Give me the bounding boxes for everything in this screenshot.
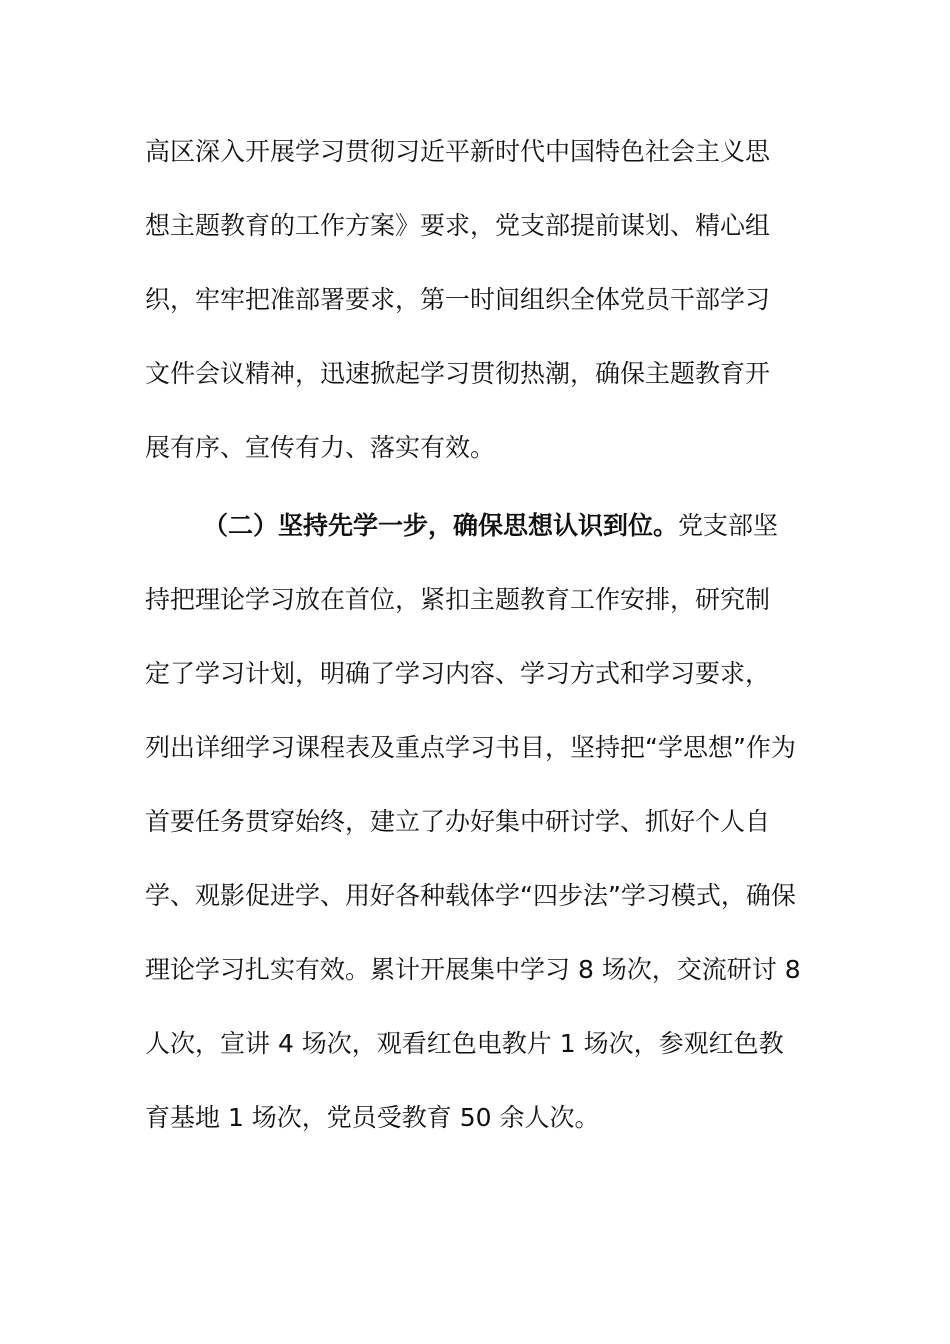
paragraph-2-line: 人次，宣讲 4 场次，观看红色电教片 1 场次，参观红色教 bbox=[145, 1029, 784, 1058]
paragraph-1-line: 文件会议精神，迅速掀起学习贯彻热潮，确保主题教育开 bbox=[145, 359, 771, 388]
paragraph-2-line: 理论学习扎实有效。累计开展集中学习 8 场次，交流研讨 8 bbox=[145, 955, 801, 984]
paragraph-2-line: 育基地 1 场次，党员受教育 50 余人次。 bbox=[145, 1103, 600, 1132]
paragraph-2-first-line-text: 党支部坚 bbox=[678, 511, 779, 540]
paragraph-1-line: 想主题教育的工作方案》要求，党支部提前谋划、精心组 bbox=[145, 211, 771, 240]
paragraph-2-line: 持把理论学习放在首位，紧扣主题教育工作安排，研究制 bbox=[145, 585, 771, 614]
paragraph-2-line: 定了学习计划，明确了学习内容、学习方式和学习要求， bbox=[145, 659, 771, 688]
section-heading: （二）坚持先学一步，确保思想认识到位。 bbox=[203, 511, 679, 540]
paragraph-1-line: 展有序、宣传有力、落实有效。 bbox=[145, 433, 496, 462]
paragraph-1-line: 高区深入开展学习贯彻习近平新时代中国特色社会主义思 bbox=[145, 137, 771, 166]
paragraph-2-line: 列出详细学习课程表及重点学习书目，坚持把“学思想”作为 bbox=[145, 733, 796, 762]
paragraph-2-first-line bbox=[203, 506, 778, 546]
paragraph-2-line: 学、观影促进学、用好各种载体学“四步法”学习模式，确保 bbox=[145, 881, 796, 910]
paragraph-1-line: 织，牢牢把准部署要求，第一时间组织全体党员干部学习 bbox=[145, 285, 771, 314]
paragraph-2-line: 首要任务贯穿始终，建立了办好集中研讨学、抓好个人自 bbox=[145, 807, 771, 836]
